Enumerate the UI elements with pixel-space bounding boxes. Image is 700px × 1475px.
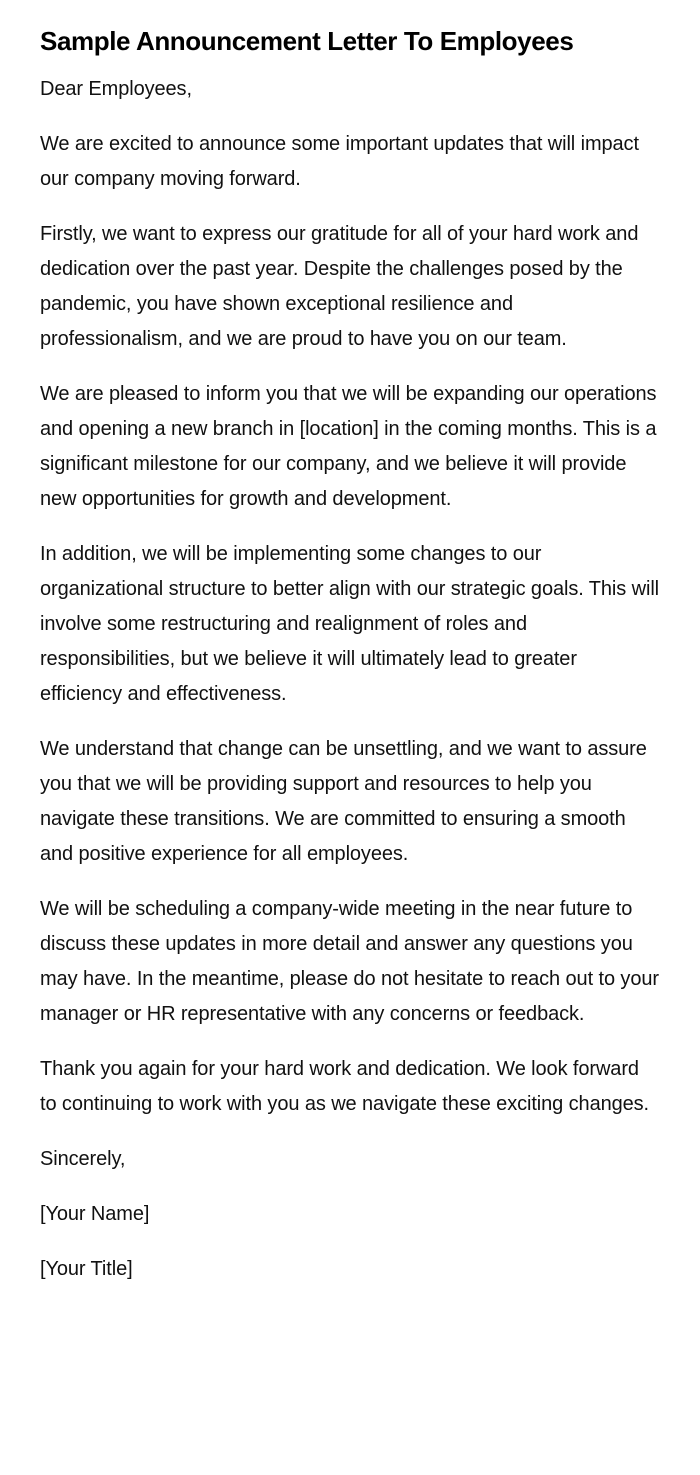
signature-name: [Your Name] bbox=[40, 1203, 150, 1225]
letter-paragraph-meeting: We will be scheduling a company-wide meeting in the near future to discuss these updates in more detail and answer any questions you may have. In the meantime, please do not hesitate to reach out to your manager or HR representative with any concerns or feedback. bbox=[40, 898, 659, 1025]
signature-title: [Your Title] bbox=[40, 1258, 133, 1280]
letter-title: Sample Announcement Letter To Employees bbox=[40, 26, 574, 56]
letter-paragraph-thanks: Thank you again for your hard work and dedication. We look forward to continuing to work with you as we navigate these exciting changes. bbox=[40, 1058, 650, 1115]
letter-paragraph-restructuring: In addition, we will be implementing some changes to our organizational structure to better align with our strategic goals. This will involve some restructuring and realignment of roles and responsibilities, but we believe it will ultimately lead to greater efficiency and effectiveness. bbox=[40, 543, 660, 705]
letter-greeting: Dear Employees, bbox=[40, 78, 192, 100]
letter-paragraph-support: We understand that change can be unsettling, and we want to assure you that we will be providing support and resources to help you navigate these transitions. We are committed to ensuring a smooth and positive experience for all employees. bbox=[40, 738, 647, 865]
letter-paragraph-expansion: We are pleased to inform you that we will be expanding our operations and opening a new branch in [location] in the coming months. This is a significant milestone for our company, and we believe it will provide new opportunities for growth and development. bbox=[40, 383, 657, 510]
letter-closing: Sincerely, bbox=[40, 1148, 126, 1170]
letter-paragraph-intro: We are excited to announce some important updates that will impact our company moving forward. bbox=[40, 133, 639, 190]
letter-paragraph-gratitude: Firstly, we want to express our gratitude for all of your hard work and dedication over the past year. Despite the challenges posed by the pandemic, you have shown exceptional resilience and professionalism, and we are proud to have you on our team. bbox=[40, 223, 639, 350]
